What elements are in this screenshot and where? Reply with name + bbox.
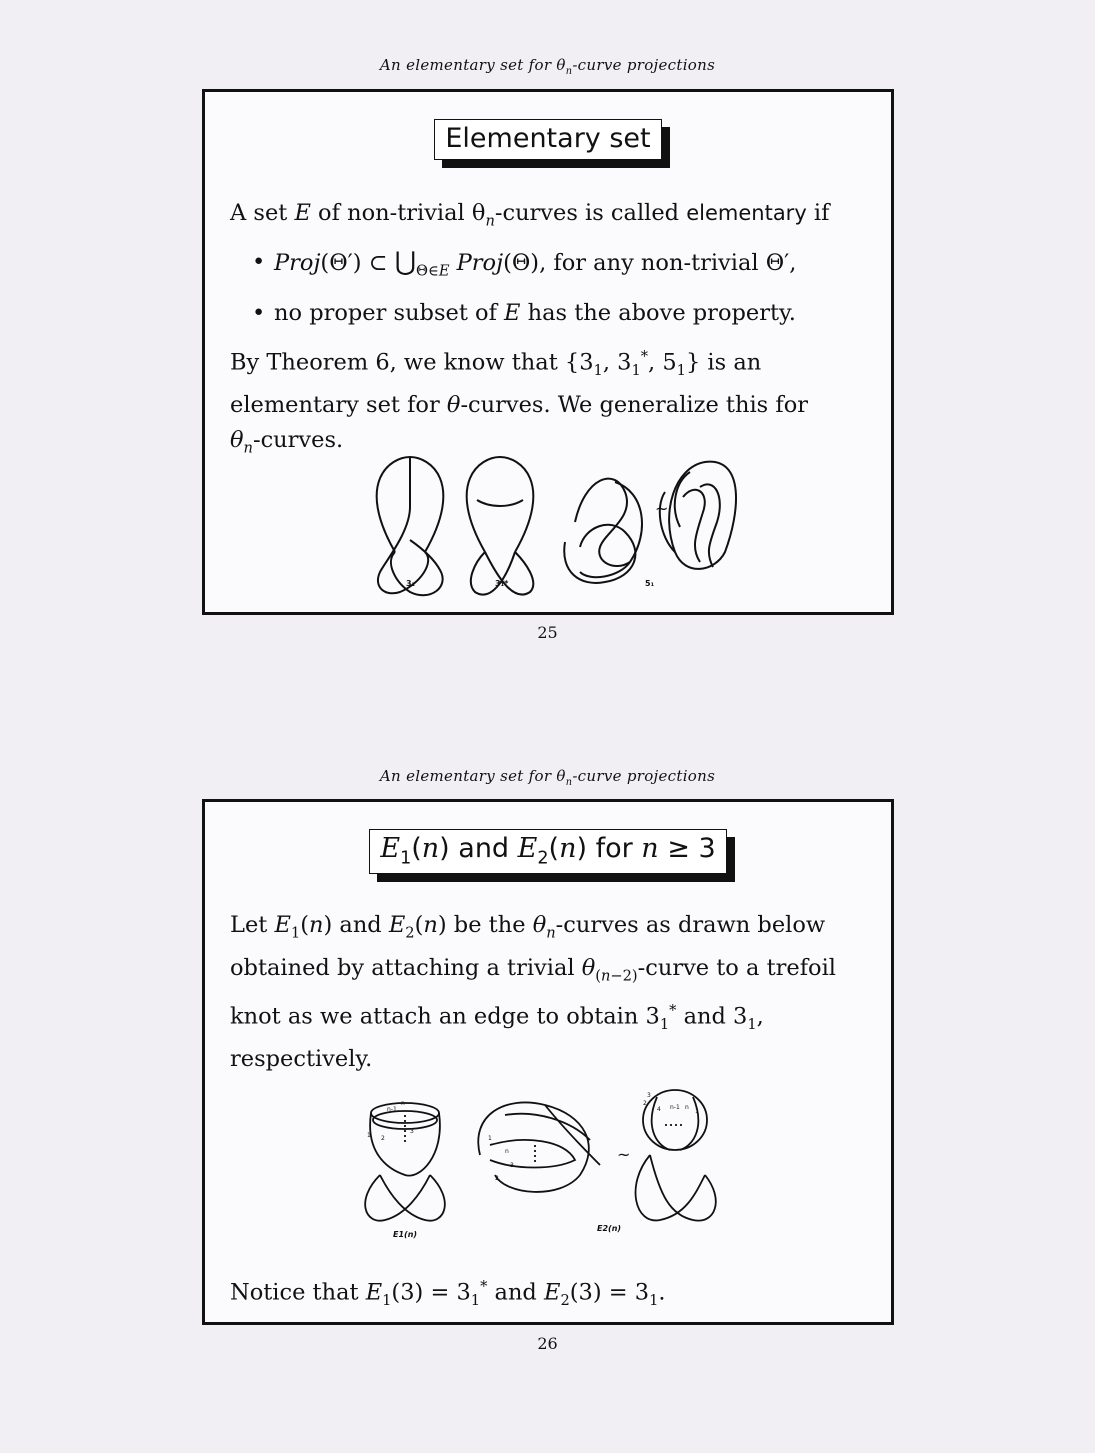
slide-26-notice: Notice that $E_1(3) = 3_1^*$ and $E_2(3) = 3_1$. <box>230 1278 666 1309</box>
running-head-25 <box>0 56 1095 77</box>
fig26-small-11: 3 <box>647 1092 651 1099</box>
slide-25-title: Elementary set <box>434 119 661 160</box>
slide-26-para: Let $E_1(n)$ and $E_2(n)$ be the $\theta_n$-curves as drawn below obtained by attaching a trivial $\theta_{(n-2)}$-curve to a trefoil knot as we attach an edge to obtain $3_1^*$ and $3_1$, respectively. <box>230 912 836 1072</box>
slide-25-para2: By Theorem 6, we know that {$3_1$, $3_1^*$, $5_1$} is an elementary set for θ-curves. We generalize this for $\theta_n$-curves. <box>230 348 808 457</box>
fig26-small-13: n-1 <box>670 1104 680 1111</box>
slide-26-title: $E_1(n)$ and $E_2(n)$ for n ≥ 3 <box>369 829 726 874</box>
fig26-small-4: n-1 <box>387 1106 397 1113</box>
fig-label-3-1-star: 3₁* <box>495 579 509 588</box>
bullet-2: • no proper subset of E has the above property. <box>252 296 871 331</box>
knot-figure-26 <box>205 1085 897 1245</box>
theta-curve-3-1-star <box>467 457 534 595</box>
fig26-small-10: 2 <box>643 1100 647 1107</box>
fig-25-tilde: ~ <box>655 499 669 518</box>
slide-25-body <box>230 196 871 466</box>
fig26-small-3: n <box>401 1100 405 1107</box>
fig26-small-2: 2 <box>381 1135 385 1142</box>
slide-25-title-wrap <box>205 119 891 160</box>
slide-26 <box>202 799 894 1325</box>
slide-26-body <box>230 908 871 1077</box>
fig-label-5-1: 5₁ <box>645 579 655 588</box>
fig26-small-1: 1 <box>367 1132 371 1139</box>
fig26-small-8: n <box>505 1148 509 1155</box>
slide-25 <box>202 89 894 615</box>
theta-curve-e1n <box>365 1103 445 1221</box>
theta-curve-5-1 <box>564 479 642 583</box>
knot-figure-25 <box>205 452 897 612</box>
running-head-26-text: An elementary set for $\theta_n$-curve projections <box>379 767 716 788</box>
theta-curve-3-1 <box>377 457 444 595</box>
fig-label-e2n: E2(n) <box>597 1224 622 1233</box>
elementary-keyword: elementary <box>686 201 807 225</box>
running-head-26 <box>0 767 1095 788</box>
fig26-small-5: 3 <box>410 1128 414 1135</box>
slide-26-title-wrap <box>205 829 891 874</box>
fig26-small-12: 4 <box>657 1106 661 1113</box>
fig26-small-14: n <box>685 1104 689 1111</box>
fig-label-3-1: 3₁ <box>406 579 416 588</box>
fig-label-e1n: E1(n) <box>393 1230 418 1239</box>
slide-25-bullets <box>252 245 871 332</box>
page-number-26: 26 <box>537 1334 558 1353</box>
running-head-25-text: An elementary set for $\theta_n$-curve projections <box>379 56 716 77</box>
slide-25-intro: A set E of non-trivial $\theta_n$-curves is called elementary if <box>230 200 830 230</box>
bullet-1: • Proj(Θ′) ⊂ $⋃_{\Theta\in E}$ Proj(Θ), for any non-trivial Θ′, <box>252 245 871 289</box>
fig-26-tilde: ~ <box>617 1145 631 1164</box>
theta-curve-5-1-alt <box>660 462 736 569</box>
fig26-small-7: 2 <box>495 1175 499 1182</box>
fig26-small-6: 1 <box>488 1135 492 1142</box>
fig26-small-9: 3 <box>510 1162 514 1169</box>
fig26-small-15: 1 <box>695 1108 699 1115</box>
page-number-25: 25 <box>537 623 558 642</box>
